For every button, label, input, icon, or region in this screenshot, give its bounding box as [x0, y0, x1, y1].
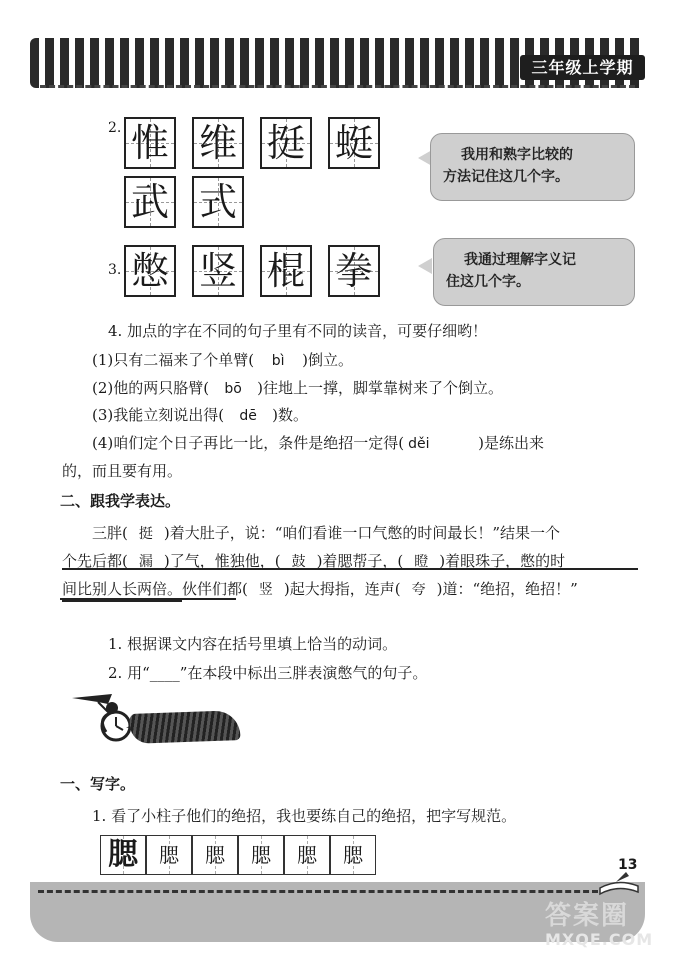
answer-pinyin: děi — [408, 436, 430, 452]
q4-title: 4. 加点的字在不同的句子里有不同的读音，可要仔细哟！ — [108, 322, 488, 340]
passage-line-2: 个先后都( 漏 )了气，惟独他，( 鼓 )着腮帮子，( 瞪 )着眼珠子，憋的时 — [62, 552, 566, 570]
bubble-line: 我用和熟字比较的 — [461, 147, 573, 163]
char-box: 维 — [192, 117, 244, 169]
char-box: 棍 — [260, 245, 312, 297]
char-box: 憋 — [124, 245, 176, 297]
section-2-title: 二、跟我学表达。 — [60, 492, 181, 510]
group-3-number: 3. — [108, 262, 122, 278]
q4-item-4: (4)咱们定个日子再比一比，条件是绝招一定得( děi )是练出来 — [92, 434, 544, 452]
writing-box[interactable]: 腮 — [238, 835, 284, 875]
char-box: 蜓 — [328, 117, 380, 169]
underline-mark — [60, 598, 236, 600]
tip-bubble-compare — [430, 133, 635, 201]
answer-verb: 挺 — [138, 526, 153, 542]
char-box: 竖 — [192, 245, 244, 297]
watermark: 答案圈 — [545, 901, 630, 931]
q4-item-4-cont: 的，而且要有用。 — [62, 462, 183, 480]
answer-pinyin: bō — [224, 381, 242, 397]
writing-box[interactable]: 腮 — [284, 835, 330, 875]
passage-line-1: 三胖( 挺 )着大肚子，说：“咱们看谁一口气憋的时间最长！”结果一个 — [92, 524, 561, 542]
bubble-line: 我通过理解字义记 — [464, 252, 576, 268]
answer-pinyin: bì — [271, 353, 285, 369]
answer-verb: 鼓 — [291, 554, 306, 570]
bubble-line: 方法记住这几个字。 — [443, 169, 569, 185]
answer-verb: 瞪 — [414, 554, 429, 570]
char-box: 挺 — [260, 117, 312, 169]
writing-box[interactable]: 腮 — [330, 835, 376, 875]
answer-verb: 漏 — [138, 554, 153, 570]
bubble-tail — [418, 258, 432, 274]
grade-tag: 三年级上学期 — [520, 55, 645, 80]
writing-box[interactable]: 腮 — [146, 835, 192, 875]
tip-bubble-meaning — [433, 238, 635, 306]
writing-box-model: 腮 — [100, 835, 146, 875]
task-1: 1. 根据课文内容在括号里填上恰当的动词。 — [108, 635, 398, 653]
footer-divider — [38, 890, 598, 893]
char-box: 式 — [192, 176, 244, 228]
writing-instruction: 1. 看了小柱子他们的绝招，我也要练自己的绝招，把字写规范。 — [92, 807, 517, 825]
answer-pinyin: dē — [239, 408, 257, 424]
passage-line-3: 间比别人长两倍。伙伴们都( 竖 )起大拇指，连声( 夸 )道：“绝招，绝招！” — [62, 578, 578, 599]
answer-verb: 竖 — [258, 582, 273, 598]
page-number: 13 — [618, 857, 638, 873]
q4-item-2: (2)他的两只胳臂( bō )往地上一撑，脚掌靠树来了个倒立。 — [92, 379, 503, 397]
section-banner — [130, 710, 241, 744]
watermark-url: MXQE.COM — [545, 930, 654, 949]
underline-mark — [62, 568, 638, 570]
underlined-sentence: 间比别人长两倍。 — [62, 580, 182, 602]
answer-verb: 夸 — [411, 582, 426, 598]
group-2-number: 2. — [108, 120, 122, 136]
writing-box[interactable]: 腮 — [192, 835, 238, 875]
header-divider — [40, 85, 635, 88]
char-box: 惟 — [124, 117, 176, 169]
q4-item-3: (3)我能立刻说出得( dē )数。 — [92, 406, 308, 424]
writing-title: 一、写字。 — [60, 775, 136, 793]
q4-item-1: (1)只有二福来了个单臂( bì )倒立。 — [92, 351, 353, 369]
char-box: 武 — [124, 176, 176, 228]
task-2: 2. 用“____”在本段中标出三胖表演憋气的句子。 — [108, 664, 428, 682]
bubble-line: 住这几个字。 — [446, 274, 530, 290]
char-box: 拳 — [328, 245, 380, 297]
flag-icon — [72, 694, 112, 704]
